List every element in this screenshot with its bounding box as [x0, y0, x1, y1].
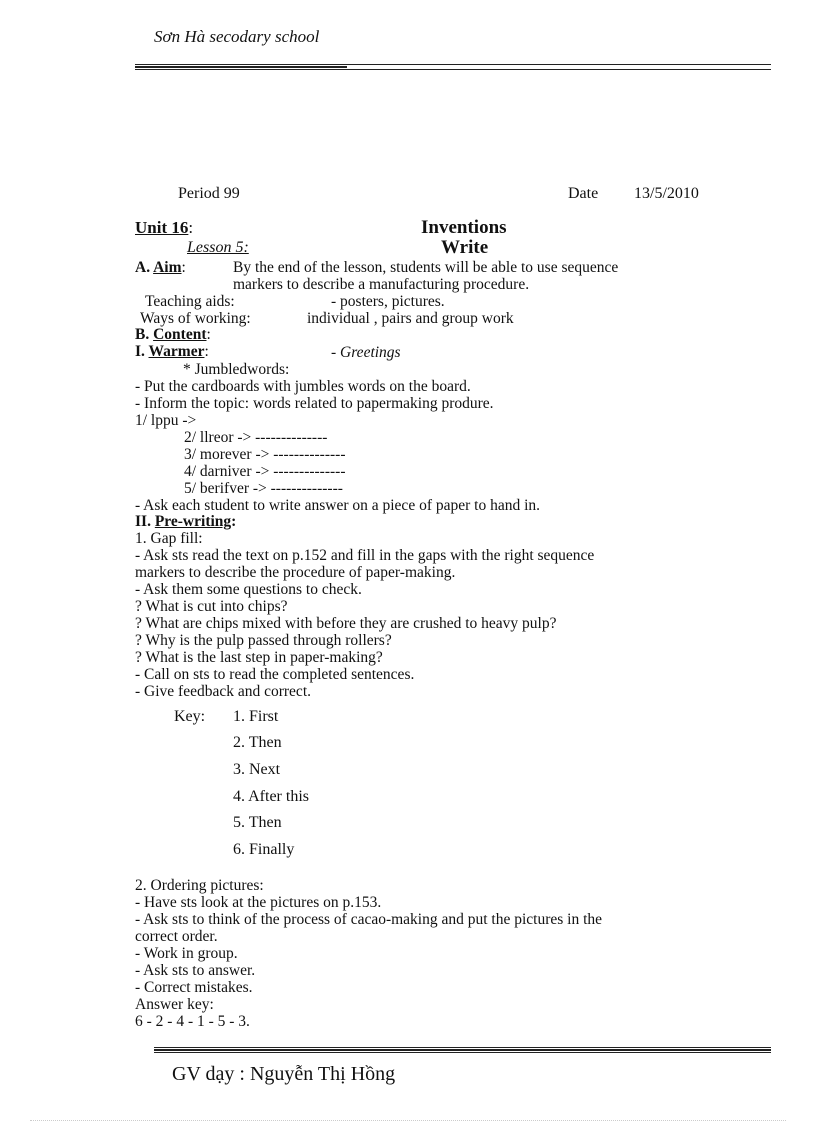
lesson-label: Lesson 5: [187, 239, 249, 256]
key-item: 3. Next [233, 761, 281, 778]
header-rule-thick [135, 66, 347, 68]
jumbled-word-3: 3/ morever -> -------------- [184, 446, 346, 463]
question-2: ? What are chips mixed with before they are crushed to heavy pulp? [135, 615, 557, 632]
jumbled-word-4: 4/ darniver -> -------------- [184, 463, 346, 480]
ordering-title: 2. Ordering pictures: [135, 877, 264, 894]
footer-rule-thick [154, 1049, 771, 1051]
aim-word: Aim [153, 259, 182, 276]
warmer-word: Warmer [148, 343, 205, 360]
page-edge-dots [30, 1120, 786, 1121]
unit-label [135, 218, 193, 238]
aim-colon: : [181, 259, 186, 276]
key-item: 4. After this [233, 788, 309, 805]
teaching-aids-value: - posters, pictures. [331, 293, 445, 310]
teacher-name: GV dạy : Nguyễn Thị Hồng [172, 1063, 396, 1085]
ways-label: Ways of working: [140, 310, 251, 327]
ways-value: individual , pairs and group work [307, 310, 514, 327]
warmer-prefix: I. [135, 343, 149, 360]
school-header: Sơn Hà secodary school [154, 27, 320, 46]
footer-rule-bottom [154, 1052, 771, 1053]
ordering-line-6: - Correct mistakes. [135, 979, 253, 996]
prewriting-line-4: - Call on sts to read the completed sentences. [135, 666, 415, 683]
warmer-line-2: - Inform the topic: words related to papermaking produre. [135, 395, 494, 412]
content-prefix: B. [135, 326, 154, 343]
header-rule-top [135, 64, 771, 65]
prewriting-heading [135, 513, 236, 530]
header-rule-bottom [135, 69, 771, 70]
footer-rule-top [154, 1047, 771, 1048]
ordering-line-3: correct order. [135, 928, 218, 945]
key-item: 6. Finally [233, 841, 295, 858]
period-label: Period 99 [178, 185, 240, 202]
ordering-line-4: - Work in group. [135, 945, 238, 962]
warmer-line-1: - Put the cardboards with jumbles words on the board. [135, 378, 471, 395]
prewriting-word: Pre-writing [154, 513, 232, 530]
aim-line-2: markers to describe a manufacturing procedure. [233, 276, 530, 293]
jumbled-word-2: 2/ llreor -> -------------- [184, 429, 328, 446]
aim-line-1: By the end of the lesson, students will be able to use sequence [233, 259, 619, 276]
question-1: ? What is cut into chips? [135, 598, 288, 615]
date-value: 13/5/2010 [634, 185, 699, 202]
prewriting-colon: : [231, 513, 237, 530]
unit-number: Unit 16 [135, 218, 189, 237]
prewriting-line-1: - Ask sts read the text on p.152 and fill in the gaps with the right sequence [135, 547, 595, 564]
question-4: ? What is the last step in paper-making? [135, 649, 383, 666]
date-label: Date [568, 185, 599, 202]
warmer-colon: : [204, 343, 209, 360]
jumbled-word-1: 1/ lppu -> [135, 412, 197, 429]
key-item: 5. Then [233, 814, 282, 831]
prewriting-line-2: markers to describe the procedure of paper-making. [135, 564, 456, 581]
content-heading [135, 326, 211, 343]
content-word: Content [153, 326, 207, 343]
prewriting-line-3: - Ask them some questions to check. [135, 581, 362, 598]
unit-colon: : [188, 218, 194, 237]
aim-heading [135, 259, 186, 276]
jumbled-word-5: 5/ berifver -> -------------- [184, 480, 343, 497]
prewriting-prefix: II. [135, 513, 155, 530]
teaching-aids-label: Teaching aids: [145, 293, 235, 310]
prewriting-line-5: - Give feedback and correct. [135, 683, 311, 700]
answer-key-label: Answer key: [135, 996, 214, 1013]
key-item: 2. Then [233, 734, 282, 751]
ordering-line-5: - Ask sts to answer. [135, 962, 256, 979]
warmer-heading [135, 343, 209, 360]
aim-prefix: A. [135, 259, 154, 276]
unit-title: Inventions [421, 217, 507, 238]
warmer-greetings: - Greetings [331, 344, 401, 361]
answer-key-value: 6 - 2 - 4 - 1 - 5 - 3. [135, 1013, 250, 1030]
gap-fill-title: 1. Gap fill: [135, 530, 203, 547]
warmer-line-3: - Ask each student to write answer on a piece of paper to hand in. [135, 497, 541, 514]
key-label: Key: [174, 708, 206, 725]
ordering-line-2: - Ask sts to think of the process of cacao-making and put the pictures in the [135, 911, 603, 928]
ordering-line-1: - Have sts look at the pictures on p.153. [135, 894, 382, 911]
lesson-title: Write [441, 237, 489, 258]
jumbled-words: * Jumbledwords: [183, 361, 290, 378]
key-item: 1. First [233, 708, 279, 725]
question-3: ? Why is the pulp passed through rollers? [135, 632, 392, 649]
content-colon: : [206, 326, 211, 343]
